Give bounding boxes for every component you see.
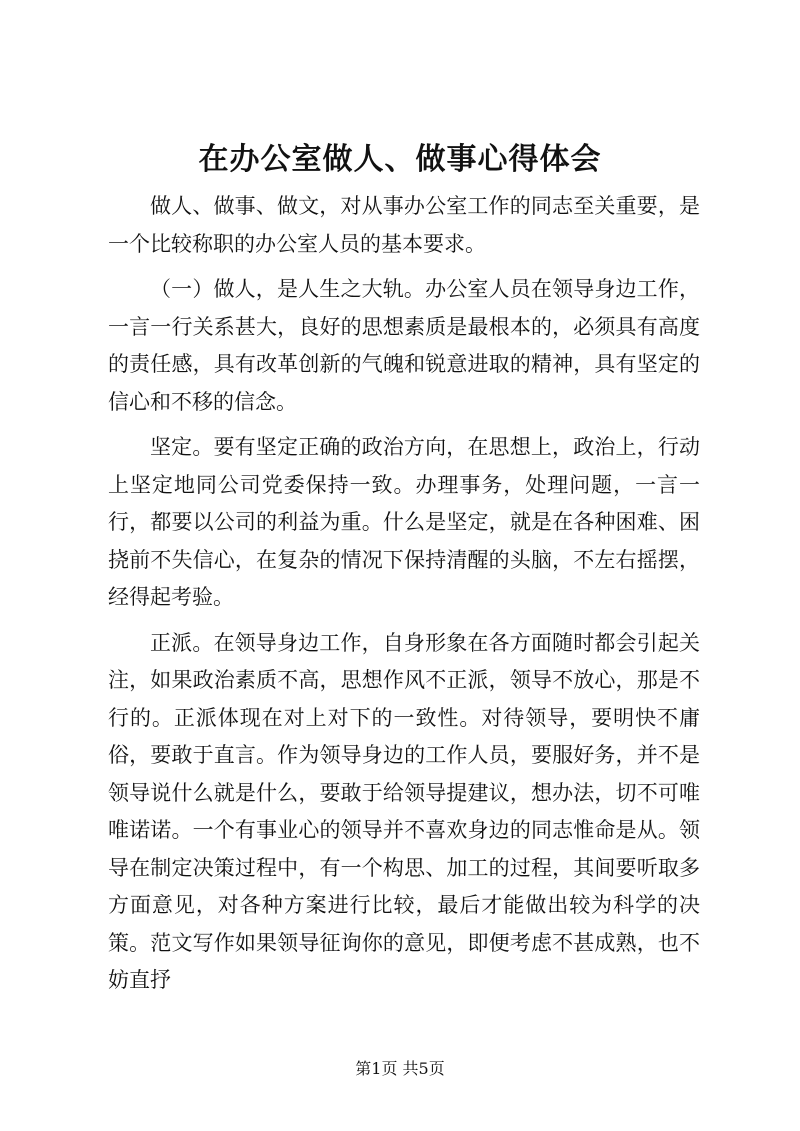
paragraph-firmness: 坚定。要有坚定正确的政治方向，在思想上，政治上，行动上坚定地同公司党委保持一致。办理事务，处理问题，一言一行，都要以公司的利益为重。什么是坚定，就是在各种困难、困挠前不失信心，在复杂的情况下保持清醒的头脑，不左右摇摆，经得起考验。 xyxy=(108,435,700,609)
paragraph-section-one: （一）做人，是人生之大轨。办公室人员在领导身边工作，一言一行关系甚大，良好的思想素质是最根本的，必须具有高度的责任感，具有改革创新的气魄和锐意进取的精神，具有坚定的信心和不移的信念。 xyxy=(108,277,700,414)
page-number-footer: 第1页 共5页 xyxy=(355,1059,445,1078)
paragraph-intro: 做人、做事、做文，对从事办公室工作的同志至关重要，是一个比较称职的办公室人员的基本要求。 xyxy=(108,194,700,256)
document-title: 在办公室做人、做事心得体会 xyxy=(198,142,602,177)
paragraph-integrity: 正派。在领导身边工作，自身形象在各方面随时都会引起关注，如果政治素质不高，思想作风不正派，领导不放心，那是不行的。正派体现在对上对下的一致性。对待领导，要明快不庸俗，要敢于直言。作为领导身边的工作人员，要服好务，并不是领导说什么就是什么，要敢于给领导提建议，想办法，切不可唯唯诺诺。一个有事业心的领导并不喜欢身边的同志惟命是从。领导在制定决策过程中，有一个构思、加工的过程，其间要听取多方面意见，对各种方案进行比较，最后才能做出较为科学的决策。范文写作如果领导征询你的意见，即便考虑不甚成熟，也不妨直抒 xyxy=(108,630,700,992)
document-body xyxy=(108,188,700,1000)
